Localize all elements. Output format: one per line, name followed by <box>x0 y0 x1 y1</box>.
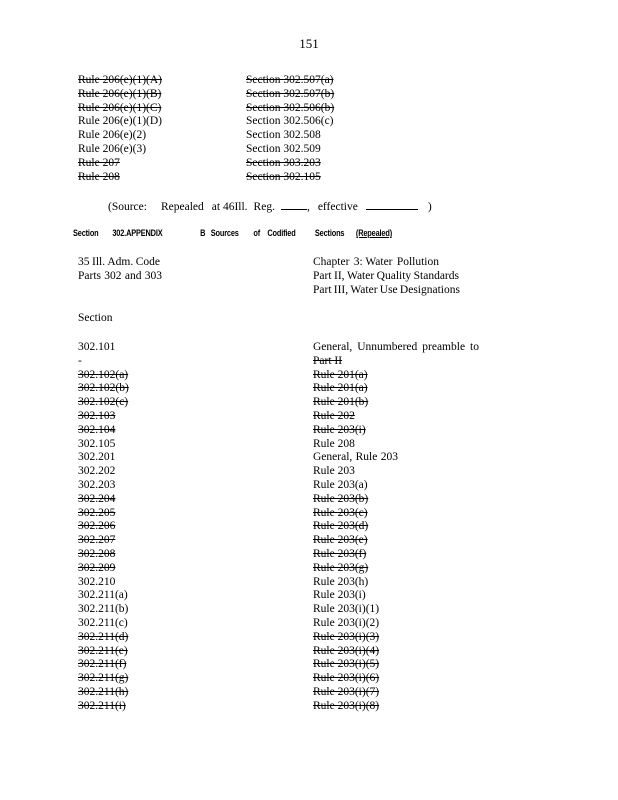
mapping-rule-cell <box>313 450 398 464</box>
word: Rule 203(i)(8) <box>313 699 380 712</box>
mapping-section-cell: 302.211(f) <box>78 658 127 671</box>
word: II, <box>334 270 345 282</box>
source-open: (Source: <box>108 201 147 213</box>
word: Rule 203(a) <box>313 479 368 491</box>
left-header-line-2 <box>78 269 162 283</box>
source-effective: effective <box>317 201 358 213</box>
heading-of: of <box>253 228 261 238</box>
section-cell: Section 302.509 <box>246 143 321 155</box>
mapping-rule-cell <box>313 437 355 451</box>
word: Rule 203(i) <box>313 423 366 436</box>
rule-cell: Rule 206(e)(1)(D) <box>78 115 162 128</box>
word: Rule 202 <box>313 410 355 422</box>
word: Quality <box>376 270 412 282</box>
mapping-section-cell: 302.203 <box>78 479 116 491</box>
word: Part <box>313 270 332 282</box>
mapping-rule-cell <box>313 644 379 658</box>
mapping-section-cell: 302.211(h) <box>78 686 129 698</box>
rule-cell: Rule 206(e)(1)(C) <box>78 101 162 114</box>
source-at: at 46Ill. <box>211 201 248 213</box>
mapping-rule-cell <box>313 506 368 520</box>
right-header-line-1 <box>313 255 439 269</box>
word: Standards <box>413 270 459 282</box>
word: Part <box>313 284 332 296</box>
mapping-section-cell: 302.205 <box>78 506 116 519</box>
mapping-section-cell: 302.204 <box>78 492 116 505</box>
heading-sources: Sources <box>210 228 239 238</box>
word: Rule 203(b) <box>313 492 369 505</box>
section-cell: Section 303.203 <box>246 156 321 169</box>
mapping-section-cell: 302.102(c) <box>78 396 129 409</box>
word: and <box>124 270 142 282</box>
mapping-section-cell: 302.211(a) <box>78 589 128 602</box>
word: Rule 203 <box>313 465 355 478</box>
word: Rule 203(i)(5) <box>313 658 380 671</box>
section-cell: Section 302.507(b) <box>246 87 335 100</box>
mapping-section-cell: 302.102(b) <box>78 382 129 395</box>
mapping-section-cell: 302.202 <box>78 465 116 478</box>
word: 302 <box>104 270 122 282</box>
mapping-section-cell: 302.211(e) <box>78 644 128 657</box>
section-cell: Section 302.508 <box>246 129 321 142</box>
heading-b: B <box>200 228 206 238</box>
left-header-line-1 <box>78 255 160 269</box>
word: Rule <box>355 451 378 464</box>
section-cell: Section 302.506(b) <box>246 101 335 114</box>
mapping-rule-cell <box>313 478 368 492</box>
mapping-rule-cell <box>313 492 368 506</box>
word: Rule 208 <box>313 437 355 450</box>
word: Designations <box>399 284 460 296</box>
mapping-rule-cell <box>313 423 366 437</box>
mapping-section-cell: 302.101 <box>78 341 116 353</box>
word: Code <box>135 256 160 268</box>
mapping-section-cell: 302.211(b) <box>78 603 129 616</box>
mapping-rule-cell <box>313 547 366 561</box>
word: Water <box>350 284 378 296</box>
mapping-rule-cell <box>313 395 368 409</box>
source-note <box>108 199 432 214</box>
source-reg: Reg. <box>253 201 275 213</box>
section-cell: Section 302.506(c) <box>246 115 334 128</box>
word: to <box>470 341 479 353</box>
source-repealed: Repealed <box>160 201 204 213</box>
word: Rule 203(i) <box>313 589 366 602</box>
source-comma: , <box>306 201 310 213</box>
mapping-rule-cell <box>313 409 355 423</box>
word: Rule 203(i)(7) <box>313 686 380 698</box>
word: General, <box>313 451 353 464</box>
mapping-section-cell: 302.208 <box>78 548 116 560</box>
word: Rule 201(b) <box>313 396 369 409</box>
word: Rule 203(d) <box>313 520 369 533</box>
mapping-section-cell: 302.211(c) <box>78 617 128 629</box>
rule-cell: Rule 206(e)(2) <box>78 129 147 142</box>
word: Rule 203(i)(2) <box>313 617 380 629</box>
word: 203 <box>380 451 398 464</box>
word: Rule 203(c) <box>313 506 368 519</box>
word: 303 <box>144 270 162 282</box>
mapping-section-cell: 302.211(g) <box>78 672 129 685</box>
section-label: Section <box>78 312 113 324</box>
word: Water <box>347 270 375 282</box>
mapping-rule-cell <box>313 602 379 616</box>
word: Rule 203(i)(3) <box>313 630 380 643</box>
mapping-section-cell: 302.201 <box>78 451 116 464</box>
word: Use <box>379 284 398 296</box>
word: 35 <box>78 256 90 268</box>
mapping-rule-cell <box>313 699 379 713</box>
heading-title: 302.APPENDIX <box>112 228 163 238</box>
mapping-rule-cell <box>313 657 379 671</box>
word: Rule 203(h) <box>313 575 369 588</box>
mapping-rule-cell <box>313 561 368 575</box>
word: Rule 203(i)(1) <box>313 603 380 616</box>
mapping-rule-cell <box>313 354 342 368</box>
mapping-rule-cell <box>313 616 379 630</box>
word: Part II <box>313 354 343 367</box>
rule-cell: Rule 206(e)(1)(A) <box>78 74 162 86</box>
mapping-section-cell: 302.206 <box>78 520 116 533</box>
mapping-rule-cell <box>313 368 368 382</box>
mapping-rule-cell <box>313 588 366 602</box>
mapping-rule-cell <box>313 533 368 547</box>
word: 3: Water <box>353 256 393 268</box>
mapping-rule-cell <box>313 464 355 478</box>
mapping-section-cell: 302.211(d) <box>78 630 129 643</box>
rule-cell: Rule 207 <box>78 156 120 169</box>
mapping-section-cell: - <box>78 354 82 367</box>
word: Parts <box>78 270 101 282</box>
mapping-section-cell: 302.210 <box>78 575 116 588</box>
mapping-rule-cell <box>313 340 479 354</box>
word: Unnumbered <box>357 341 418 353</box>
mapping-section-cell: 302.103 <box>78 410 116 422</box>
word: Rule 201(a) <box>313 368 368 381</box>
word: Pollution <box>396 256 439 268</box>
mapping-rule-cell <box>313 630 379 644</box>
heading-repealed: (Repealed) <box>355 228 392 238</box>
mapping-section-cell: 302.105 <box>78 437 116 450</box>
page-number: 151 <box>299 36 319 51</box>
heading-codified: Codified <box>267 228 296 238</box>
section-cell: Section 302.105 <box>246 170 321 183</box>
word: III, <box>333 284 349 296</box>
effective-blank <box>366 199 418 210</box>
word: Rule 203(i)(6) <box>313 672 380 685</box>
word: Rule 203(i)(4) <box>313 644 380 657</box>
mapping-rule-cell <box>313 381 368 395</box>
reg-blank <box>281 199 307 210</box>
heading-section: Section <box>73 228 99 238</box>
word: preamble <box>422 341 466 353</box>
source-close: ) <box>427 201 432 213</box>
mapping-section-cell: 302.102(a) <box>78 368 129 381</box>
mapping-section-cell: 302.209 <box>78 561 116 574</box>
rule-cell: Rule 206(e)(1)(B) <box>78 87 162 100</box>
word: General, <box>313 341 353 353</box>
word: Rule 203(e) <box>313 534 368 547</box>
word: Chapter <box>313 256 350 268</box>
rule-cell: Rule 206(e)(3) <box>78 143 147 155</box>
word: Ill. Adm. <box>92 256 134 268</box>
word: Rule 203(g) <box>313 561 369 574</box>
right-header-line-2 <box>313 269 459 283</box>
mapping-rule-cell <box>313 671 379 685</box>
rule-cell: Rule 208 <box>78 170 120 183</box>
mapping-rule-cell <box>313 685 379 699</box>
mapping-rule-cell <box>313 575 368 589</box>
word: Rule 203(f) <box>313 548 367 560</box>
mapping-section-cell: 302.104 <box>78 423 116 436</box>
mapping-section-cell: 302.211(i) <box>78 699 126 712</box>
section-cell: Section 302.507(a) <box>246 74 334 86</box>
mapping-section-cell: 302.207 <box>78 534 116 547</box>
right-header-line-3 <box>313 283 460 297</box>
mapping-rule-cell <box>313 519 368 533</box>
word: Rule 201(a) <box>313 382 368 395</box>
heading-sections: Sections <box>314 228 345 238</box>
